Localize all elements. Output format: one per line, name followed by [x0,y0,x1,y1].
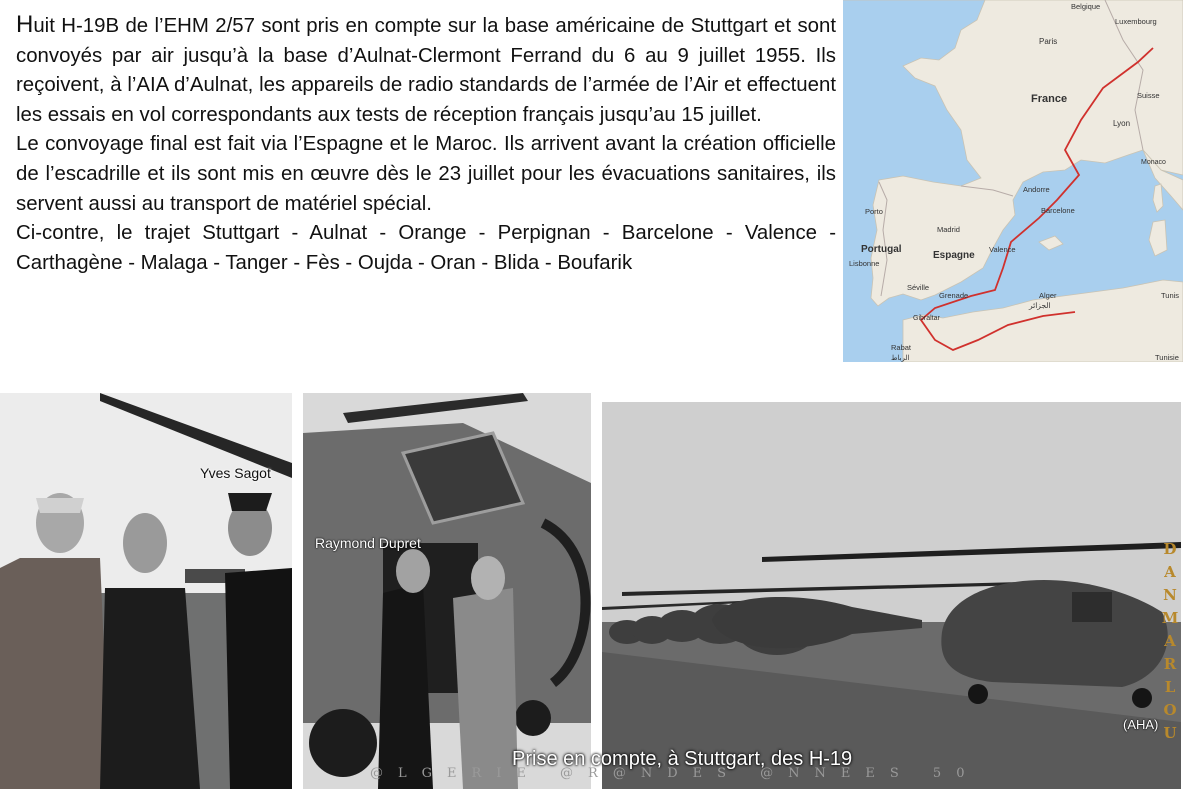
map-label-suisse: Suisse [1137,91,1160,100]
map-label-barcelone: Barcelone [1041,206,1075,215]
paragraph-2: Le convoyage final est fait via l’Espagne et le Maroc. Ils arrivent avant la création officielle de l’escadrille et ils sont mis en œuvre dès le 23 juillet pour les évacuations sanitaires, ils servent aussi au transport de matériel spécial. [16,133,836,215]
label-yves-sagot: Yves Sagot [200,465,271,481]
signature-danmarlou [1160,540,1180,756]
article-text [16,10,836,278]
label-raymond-dupret: Raymond Dupret [315,535,421,551]
svg-text:L: L [1164,678,1176,696]
map-label-lisbonne: Lisbonne [849,259,880,268]
land-europe [843,0,1183,306]
map-label-madrid: Madrid [937,225,960,234]
map-label-seville: Séville [907,283,930,292]
land-corsica [1153,184,1163,212]
paragraph-1-body: uit H-19B de l’EHM 2/57 sont pris en compte sur la base américaine de Stuttgart et sont convoyés par air jusqu’à la base d’Aulnat-Clermont Ferrand du 6 au 9 juillet 1955. Ils reçoivent, à l’AIA d’Aulnat, les appareils de radio standards de l’armée de l’Air et effectuent les essais en vol correspondants aux tests de réception français jusqu’au 15 juillet. [16,15,836,126]
map-label-andorre: Andorre [1023,185,1050,194]
svg-text:R: R [1163,655,1177,673]
map-label-valence: Valence [989,245,1016,254]
svg-text:U: U [1163,724,1177,742]
map-label-monaco: Monaco [1141,159,1166,166]
map-label-espagne: Espagne [933,250,975,261]
watermark: @LGERIE @R@NDES @NNEES 50 [370,766,980,781]
svg-text:D: D [1163,540,1177,558]
dropcap: H [16,11,34,38]
paragraph-1 [16,10,836,130]
map-label-luxembourg: Luxembourg [1115,17,1157,26]
map-label-porto: Porto [865,207,883,216]
map-label-rabat: Rabat [891,343,912,352]
svg-text:A: A [1164,632,1176,650]
photo-helicopter-line [602,402,1181,789]
photo-credit: (AHA) [1123,717,1159,732]
map-label-lyon: Lyon [1113,119,1131,128]
map-label-portugal: Portugal [861,244,902,255]
map-label-alger: Alger [1039,291,1057,300]
map-label-france: France [1031,93,1068,105]
land-sardinia [1149,220,1167,256]
map-label-tunisie: Tunisie [1155,353,1179,362]
map-label-gibraltar: Gibraltar [913,315,940,322]
map-label-alger-ar: الجزائر [1029,301,1051,310]
photo-helicopter-door [303,393,591,789]
photo-officers [0,393,292,789]
route-map [843,0,1183,362]
map-label-tunis: Tunis [1161,291,1180,300]
land-balearics [1039,236,1063,250]
photo-caption: Prise en compte, à Stuttgart, des H-19 [512,748,853,770]
svg-text:M: M [1161,609,1179,627]
svg-text:A: A [1164,563,1176,581]
map-label-rabat-ar: الرباط [891,355,910,362]
svg-text:O: O [1163,701,1177,719]
paragraph-3: Ci-contre, le trajet Stuttgart - Aulnat - Orange - Perpignan - Barcelone - Valence - Carthagène - Malaga - Tanger - Fès - Oujda - Oran - Blida - Boufarik [16,222,836,274]
map-label-grenade: Grenade [939,291,969,300]
map-label-belgique: Belgique [1071,2,1101,11]
map-label-paris: Paris [1039,37,1058,46]
svg-text:N: N [1163,586,1177,604]
